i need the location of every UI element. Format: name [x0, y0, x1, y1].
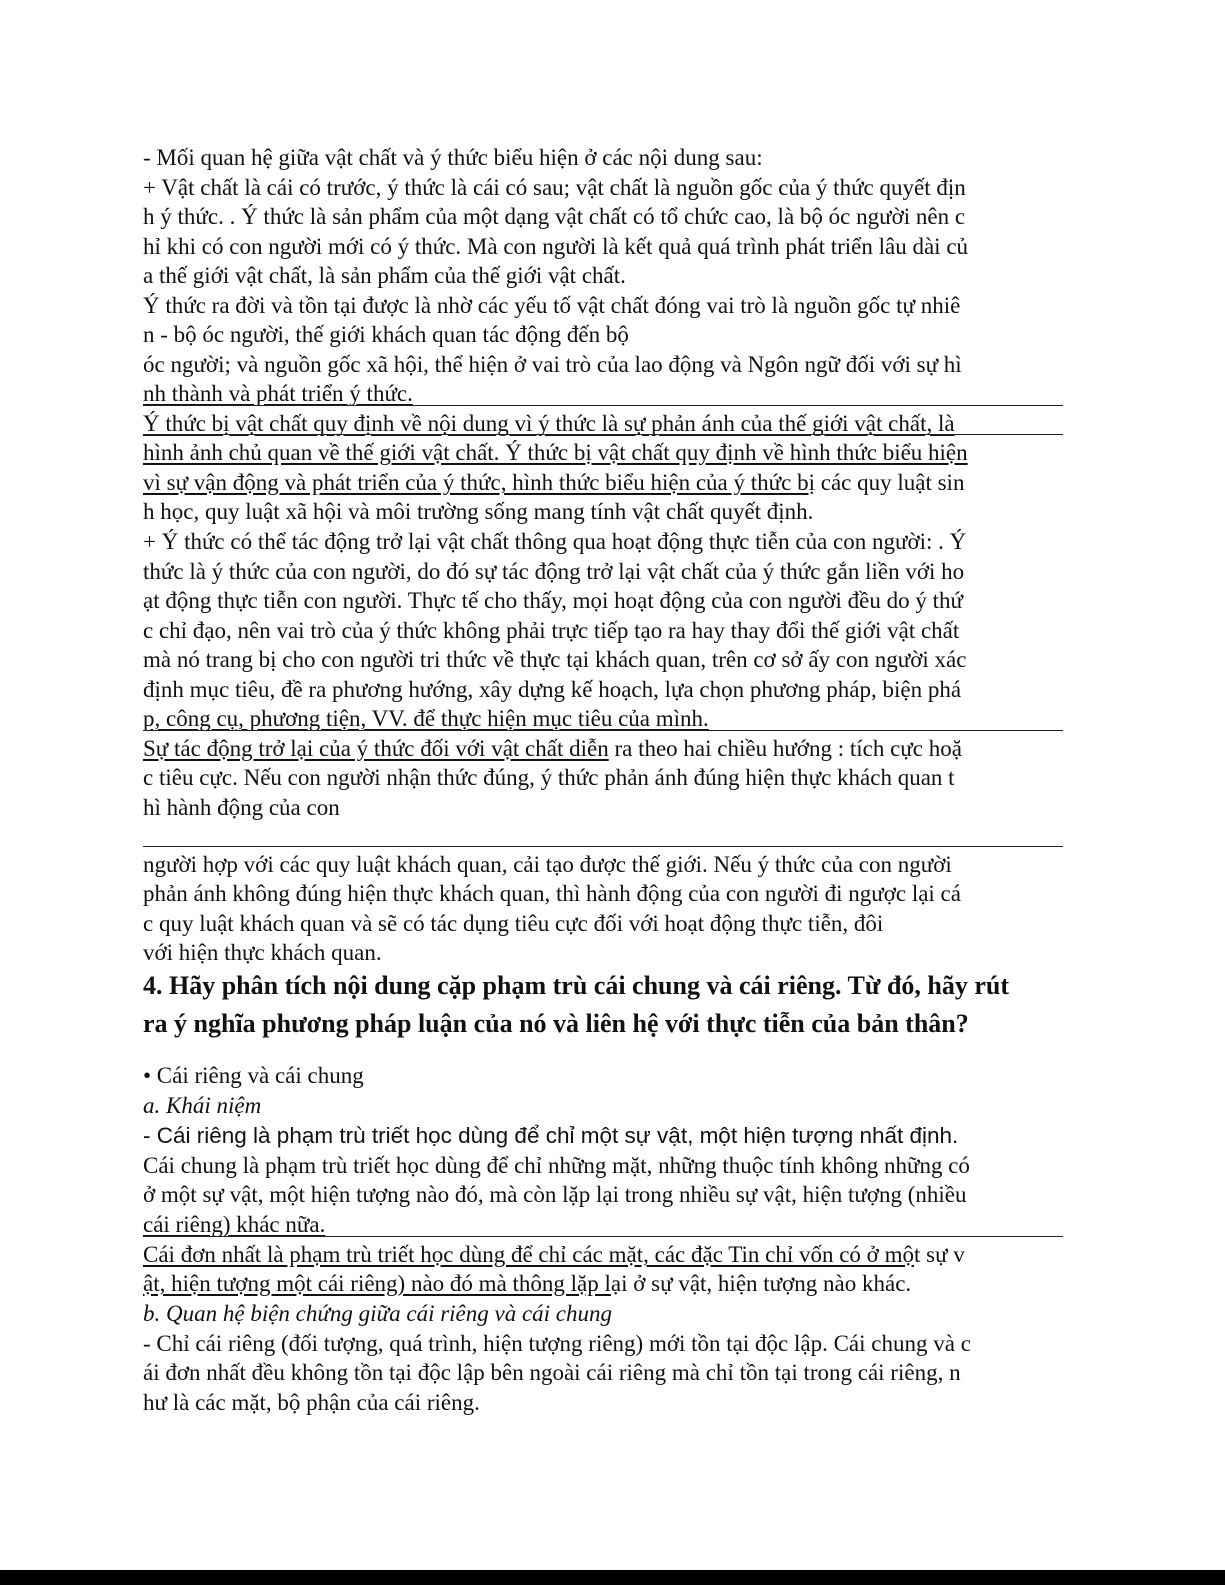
- text-line: [143, 1240, 965, 1269]
- text-line: [143, 734, 962, 763]
- text-line: - Chỉ cái riêng (đối tượng, quá trình, hiện tượng riêng) mới tồn tại độc lập. Cái chung và c: [143, 1331, 971, 1356]
- text-line-underlined: Ý thức bị vật chất quy định về nội dung vì ý thức là sự phản ánh của thế giới vật chất, là: [143, 411, 955, 436]
- text-line: hì hành động của con: [143, 795, 340, 820]
- text-line: ạt động thực tiễn con người. Thực tế cho thấy, mọi hoạt động của con người đều do ý thứ: [143, 588, 963, 613]
- text-line: n - bộ óc người, thế giới khách quan tác động đến bộ: [143, 322, 629, 347]
- horizontal-rule: [143, 1236, 1063, 1237]
- definition-line: - Cái riêng là phạm trù triết học dùng để chỉ một sự vật, một hiện tượng nhất định.: [143, 1123, 959, 1148]
- text-line: người hợp với các quy luật khách quan, cải tạo được thế giới. Nếu ý thức của con người: [143, 852, 952, 877]
- underlined-span: ật, hiện tượng một cái riêng) nào đó mà thông lặp l: [143, 1271, 611, 1296]
- page-bottom-bar: [0, 1570, 1225, 1585]
- text-line: hỉ khi có con người mới có ý thức. Mà con người là kết quả quá trình phát triển lâu dài củ: [143, 234, 969, 259]
- underlined-span: Sự tác động trở lại của ý thức đối với vật chất diễn: [143, 736, 609, 761]
- text-line: - Mối quan hệ giữa vật chất và ý thức biểu hiện ở các nội dung sau:: [143, 145, 763, 170]
- text-line: c chỉ đạo, nên vai trò của ý thức không phải trực tiếp tạo ra hay thay đổi thế giới vật chất: [143, 618, 960, 643]
- text-line: mà nó trang bị cho con người tri thức về thực tại khách quan, trên cơ sở ấy con người xác: [143, 647, 967, 672]
- text-line: [143, 468, 964, 497]
- text-line: Cái chung là phạm trù triết học dùng để chỉ những mặt, những thuộc tính không những có: [143, 1153, 970, 1178]
- subheading-b: b. Quan hệ biện chứng giữa cái riêng và cái chung: [143, 1301, 613, 1326]
- text-line: + Ý thức có thể tác động trở lại vật chất thông qua hoạt động thực tiễn của con người: . Ý: [143, 529, 967, 554]
- text-line: với hiện thực khách quan.: [143, 940, 382, 965]
- text-span: t sự v: [913, 1242, 965, 1267]
- text-line: h ý thức. . Ý thức là sản phẩm của một dạng vật chất có tổ chức cao, là bộ óc người nên c: [143, 204, 966, 229]
- text-span: ại ở sự vật, hiện tượng nào khác.: [610, 1271, 912, 1296]
- text-line-underlined: hình ảnh chủ quan về thế giới vật chất. Ý thức bị vật chất quy định về hình thức biểu hiện: [143, 440, 968, 465]
- text-line: Ý thức ra đời và tồn tại được là nhờ các yếu tố vật chất đóng vai trò là nguồn gốc tự nhiê: [143, 293, 961, 318]
- underlined-span: vì sự vận động và phát triển của ý thức, hình thức biểu hiện của ý thức bị: [143, 470, 815, 495]
- text-line: óc người; và nguồn gốc xã hội, thể hiện ở vai trò của lao động và Ngôn ngữ đối với sự hì: [143, 352, 962, 377]
- text-line-underlined: nh thành và phát triển ý thức.: [143, 381, 413, 406]
- page-break-rule: [143, 846, 1063, 847]
- horizontal-rule: [143, 730, 1063, 731]
- text-line: thức là ý thức của con người, do đó sự tác động trở lại vật chất của ý thức gắn liền với ho: [143, 559, 965, 584]
- text-line: hư là các mặt, bộ phận của cái riêng.: [143, 1390, 480, 1415]
- text-line-underlined: p, công cụ, phương tiện, VV. để thực hiện mục tiêu của mình.: [143, 706, 709, 731]
- text-line: + Vật chất là cái có trước, ý thức là cái có sau; vật chất là nguồn gốc của ý thức quyết địn: [143, 175, 966, 200]
- text-span: ra theo hai chiều hướng : tích cực hoặ: [608, 736, 962, 761]
- text-line: phản ánh không đúng hiện thực khách quan, thì hành động của con người đi ngược lại cá: [143, 881, 961, 906]
- bullet-item: • Cái riêng và cái chung: [143, 1063, 364, 1088]
- text-line: ái đơn nhất đều không tồn tại độc lập bên ngoài cái riêng mà chỉ tồn tại trong cái riêng, n: [143, 1360, 961, 1385]
- text-line: a thế giới vật chất, là sản phẩm của thế giới vật chất.: [143, 263, 626, 288]
- text-line: định mục tiêu, đề ra phương hướng, xây dựng kế hoạch, lựa chọn phương pháp, biện phá: [143, 677, 962, 702]
- text-line-underlined: cái riêng) khác nữa.: [143, 1212, 326, 1237]
- question-heading-line: ra ý nghĩa phương pháp luận của nó và liên hệ với thực tiễn của bản thân?: [143, 1009, 969, 1038]
- horizontal-rule: [143, 405, 1063, 406]
- text-line: ở một sự vật, một hiện tượng nào đó, mà còn lặp lại trong nhiều sự vật, hiện tượng (nhiều: [143, 1182, 967, 1207]
- text-span: các quy luật sin: [814, 470, 965, 495]
- subheading-a: a. Khái niệm: [143, 1093, 262, 1118]
- text-line: c quy luật khách quan và sẽ có tác dụng tiêu cực đối với hoạt động thực tiễn, đôi: [143, 911, 884, 936]
- text-line: h học, quy luật xã hội và môi trường sống mang tính vật chất quyết định.: [143, 499, 814, 524]
- horizontal-rule: [143, 434, 1063, 435]
- text-line: c tiêu cực. Nếu con người nhận thức đúng, ý thức phản ánh đúng hiện thực khách quan t: [143, 765, 955, 790]
- underlined-span: Cái đơn nhất là phạm trù triết học dùng để chỉ các mặt, các đặc Tin chỉ vốn có ở mộ: [143, 1242, 914, 1267]
- text-line: [143, 1269, 911, 1298]
- question-heading-line: 4. Hãy phân tích nội dung cặp phạm trù cái chung và cái riêng. Từ đó, hãy rút: [143, 971, 1010, 1000]
